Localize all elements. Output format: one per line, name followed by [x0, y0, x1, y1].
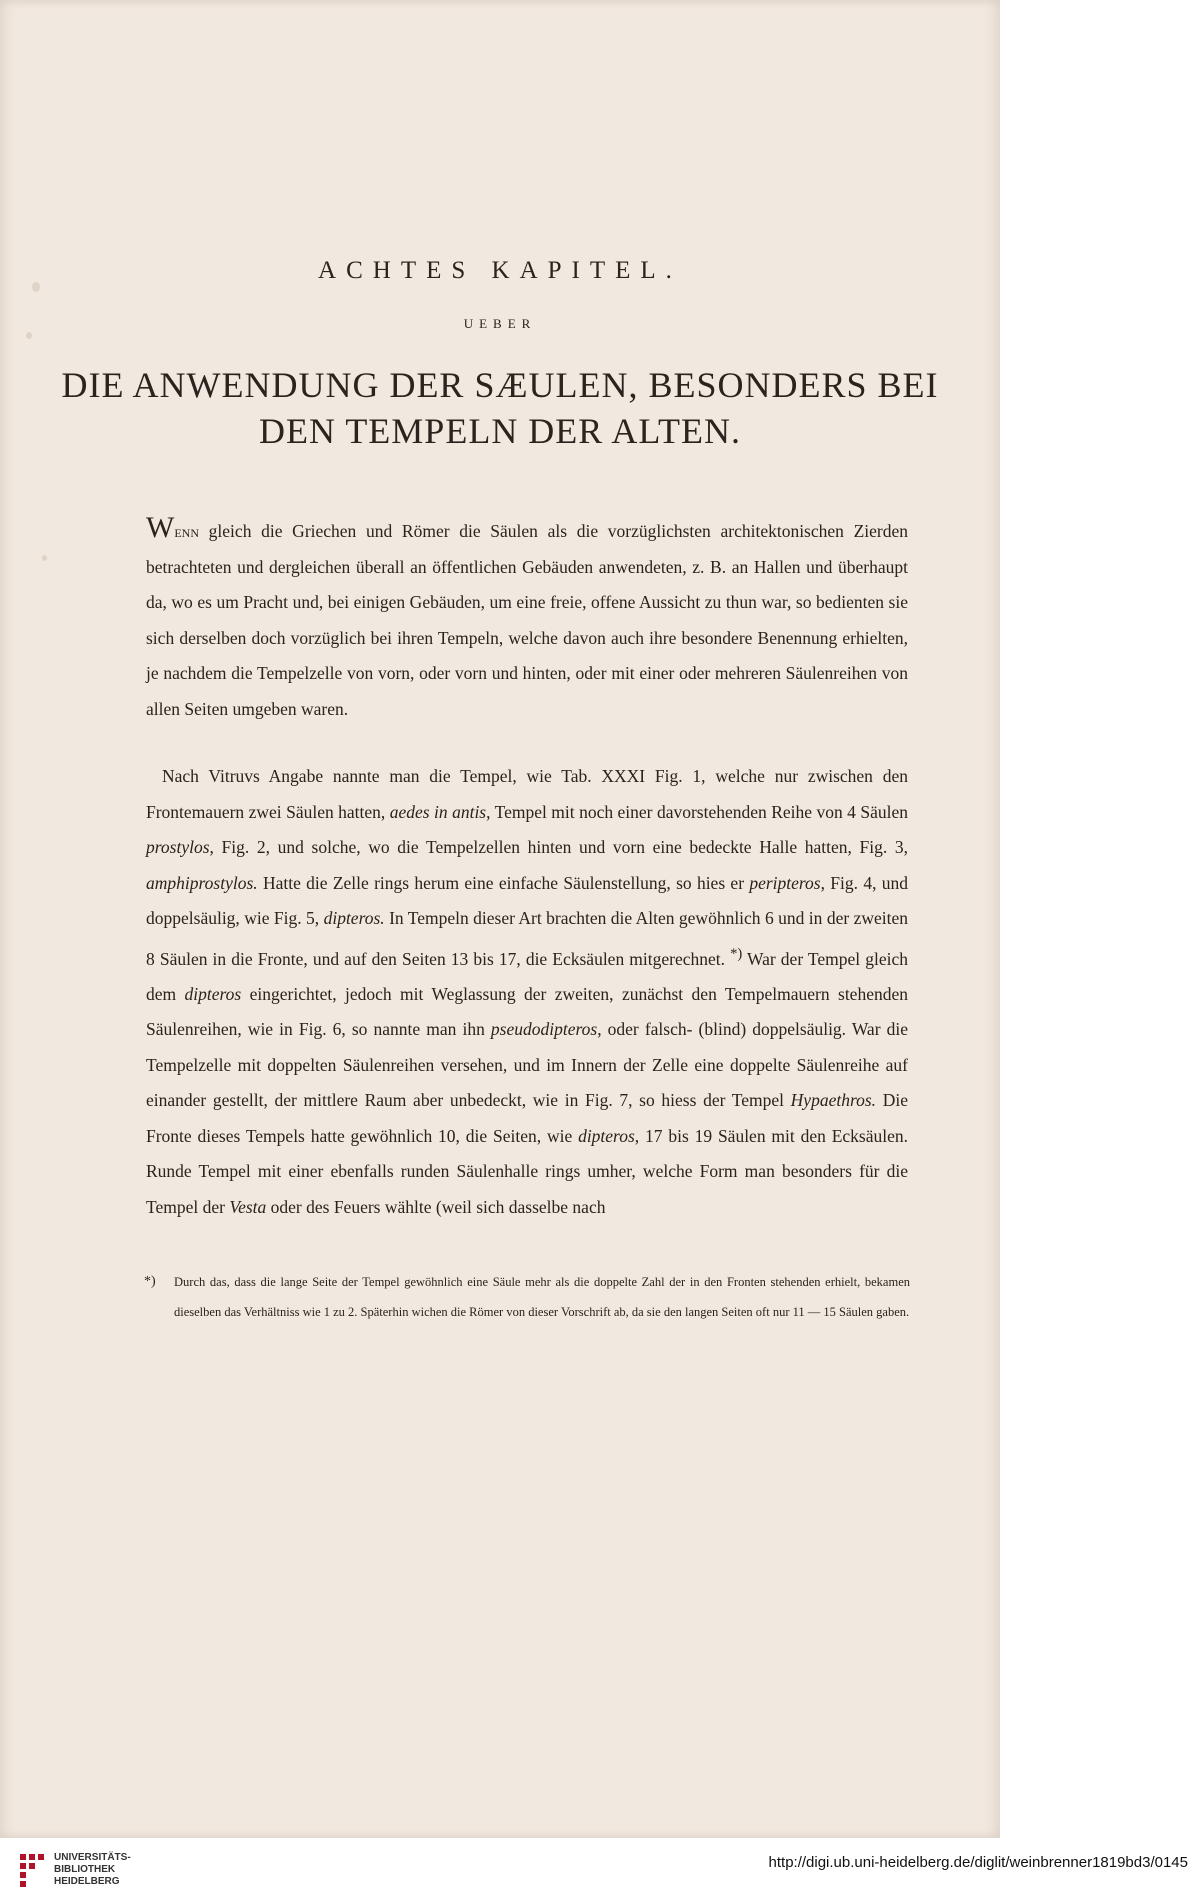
viewer-footer — [0, 1838, 1202, 1892]
latin-term: Vesta — [229, 1196, 267, 1217]
footnote — [144, 1267, 910, 1327]
library-logo[interactable] — [18, 1850, 131, 1890]
latin-term: peripteros — [749, 872, 821, 893]
text-run: eingerichtet, jedoch mit Weglassung der zweiten, zunächst den Tempelmauern stehenden Säulenreihen, wie in Fig. 6, so nannte man ihn — [146, 983, 908, 1040]
library-logo-icon — [18, 1852, 46, 1888]
small-caps-word: enn — [174, 521, 199, 541]
text-run: In Tempeln dieser Art brachten die Alten gewöhnlich 6 und in der zweiten 8 Säulen in die Fronte, und auf den Seiten 13 bis 17, die Ecksäulen mitgerechnet. — [146, 908, 908, 969]
paper-stain — [26, 332, 32, 339]
latin-term: prostylos — [146, 837, 210, 857]
page-url[interactable]: http://digi.ub.uni-heidelberg.de/diglit/weinbrenner1819bd3/0145 — [768, 1854, 1188, 1871]
chapter-title-line-2: DEN TEMPELN DER ALTEN. — [258, 411, 741, 451]
chapter-heading: ACHTES KAPITEL. — [318, 257, 682, 284]
text-run: Hatte die Zelle rings herum eine einfache Säulenstellung, so hies er — [257, 872, 750, 893]
text-run: Die Fronte dieses Tempels hatte gewöhnlich 10, die Seiten, wie — [146, 1090, 908, 1146]
text-run: , 17 bis 19 Säulen mit den Ecksäulen. Runde Tempel mit einer ebenfalls runden Säulenhalle rings umher, welche Form man besonders für die Tempel der — [146, 1125, 908, 1217]
footnote-mark: *) — [144, 1274, 156, 1289]
latin-term: pseudodipteros — [490, 1019, 598, 1040]
heading-ueber: UEBER — [463, 316, 537, 331]
latin-term: Hypaethros. — [790, 1090, 877, 1111]
chapter-title — [60, 362, 940, 454]
paragraph-1 — [146, 510, 908, 727]
latin-term: dipteros — [184, 983, 242, 1004]
footnote-reference: *) — [730, 945, 743, 962]
text-run: War der Tempel gleich dem — [146, 948, 908, 1004]
text-run: , Tempel mit noch einer davorstehenden Reihe von 4 Säulen — [486, 801, 908, 822]
paragraph-1-text: gleich die Griechen und Römer die Säulen als die vorzüglichsten architektonischen Zierden betrachteten und dergleichen überall an öffentlichen Gebäuden anwendeten, z. B. an Hallen und überhaupt da, wo es um Pracht und, bei einigen Gebäuden, um eine freie, offene Aussicht zu thun war, so bedienten sie sich derselben doch vorzüglich bei ihren Tempeln, welche davon auch ihre besondere Benennung erhielten, je nachdem die Tempelzelle von vorn, oder vorn und hinten, oder mit einer oder mehreren Säulenreihen von allen Seiten umgeben waren. — [146, 521, 908, 719]
library-name-line: UNIVERSITÄTS- — [54, 1852, 131, 1863]
text-run: , Fig. 4, und doppelsäulig, wie Fig. 5, — [146, 872, 908, 928]
paragraph-2 — [146, 759, 908, 1225]
paper-stain — [42, 555, 47, 561]
latin-term: dipteros. — [323, 908, 385, 928]
drop-cap: W — [146, 511, 175, 544]
footnote-text: Durch das, dass die lange Seite der Tempel gewöhnlich eine Säule mehr als die doppelte Zahl der in den Fronten stehenden erhielt, bekamen dieselben das Verhältniss wie 1 zu 2. Späterhin wichen die Römer von dieser Vorschrift ab, da sie den langen Seiten oft nur 11 — 15 Säulen gaben. — [174, 1275, 910, 1319]
latin-term: aedes in antis — [389, 801, 487, 822]
text-run: , Fig. 2, und solche, wo die Tempelzellen hinten und vorn eine bedeckte Halle hatten, Fig. 3, — [209, 837, 908, 857]
latin-term: amphiprostylos. — [146, 872, 258, 893]
text-run: oder des Feuers wählte (weil sich dasselbe nach — [266, 1196, 606, 1217]
library-name-line: HEIDELBERG — [54, 1876, 120, 1887]
text-run: , oder falsch- (blind) doppelsäulig. War die Tempelzelle mit doppelten Säulenreihen versehen, und im Innern der Zelle eine doppelte Säulenreihe auf einander gestellt, der mittlere Raum aber unbedeckt, wie in Fig. 7, so hiess der Tempel — [146, 1019, 908, 1111]
paragraph-indent — [146, 766, 162, 786]
library-name — [54, 1852, 144, 1888]
library-name-line: BIBLIOTHEK — [54, 1864, 116, 1875]
latin-term: dipteros — [578, 1125, 635, 1146]
text-run: Nach Vitruvs Angabe nannte man die Tempel, wie Tab. XXXI Fig. 1, welche nur zwischen den Frontemauern zwei Säulen hatten, — [146, 766, 908, 822]
chapter-title-line-1: DIE ANWENDUNG DER SÆULEN, BESONDERS BEI — [61, 365, 939, 405]
